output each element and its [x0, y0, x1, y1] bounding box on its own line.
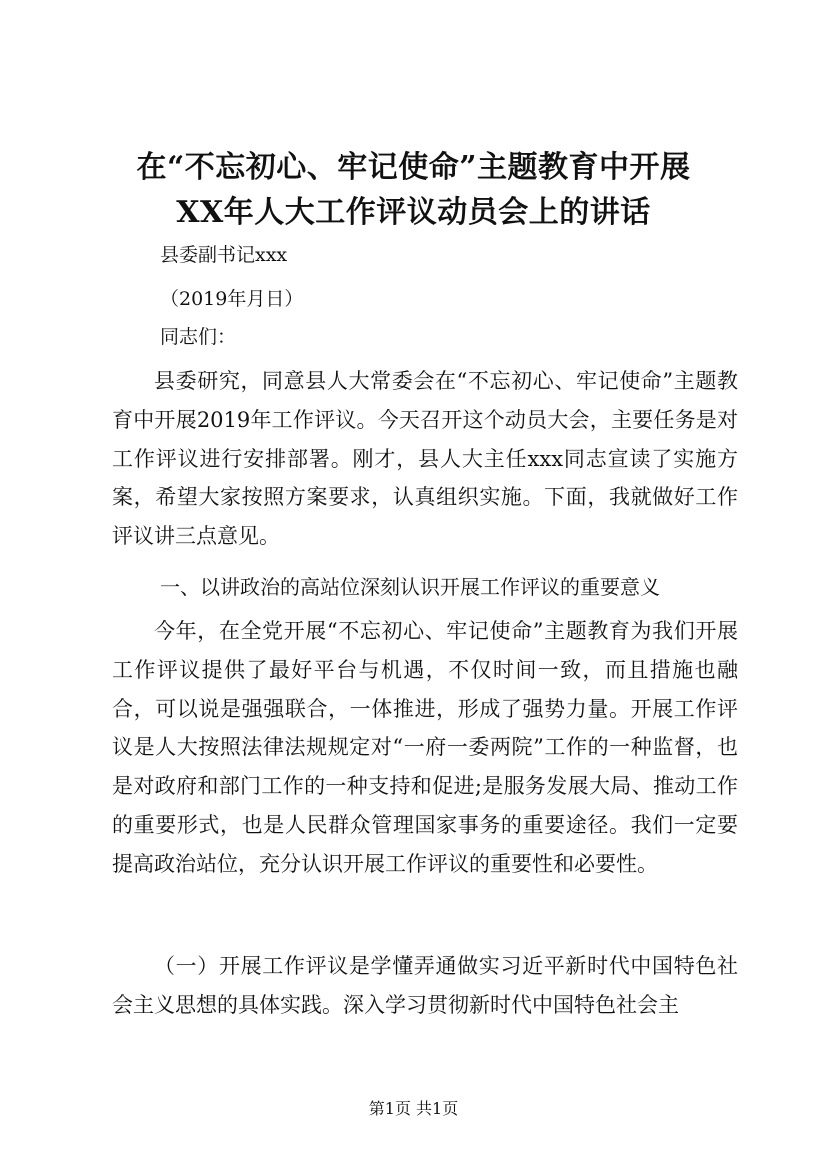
- document-title-line-2: XX年人大工作评议动员会上的讲话: [176, 195, 651, 230]
- page-footer: 第1页 共1页: [368, 1099, 459, 1118]
- speaker-line: 县委副书记xxx: [160, 244, 288, 266]
- paragraph-subsection-1: （一）开展工作评议是学懂弄通做实习近平新时代中国特色社会主义思想的具体实践。深入学习贯彻新时代中国特色社会主: [112, 954, 738, 1017]
- document-title-line-1: 在“不忘初心、牢记使命”主题教育中开展: [136, 150, 691, 185]
- date-line: （2019年月日）: [160, 288, 304, 310]
- paragraph-intro: 县委研究，同意县人大常委会在“不忘初心、牢记使命”主题教育中开展2019年工作评议。今天召开这个动员大会，主要任务是对工作评议进行安排部署。刚才，县人大主任xxx同志宣读了实施方案，希望大家按照方案要求，认真组织实施。下面，我就做好工作评议讲三点意见。: [112, 369, 738, 549]
- paragraph-section-1: 今年，在全党开展“不忘初心、牢记使命”主题教育为我们开展工作评议提供了最好平台与机遇，不仅时间一致，而且措施也融合，可以说是强强联合，一体推进，形成了强势力量。开展工作评议是人大按照法律法规规定对“一府一委两院”工作的一种监督，也是对政府和部门工作的一种支持和促进;是服务发展大局、推动工作的重要形式，也是人民群众管理国家事务的重要途径。我们一定要提高政治站位，充分认识开展工作评议的重要性和必要性。: [112, 619, 738, 876]
- section-heading-1: 一、以讲政治的高站位深刻认识开展工作评议的重要意义: [160, 575, 660, 599]
- greeting: 同志们：: [160, 326, 237, 348]
